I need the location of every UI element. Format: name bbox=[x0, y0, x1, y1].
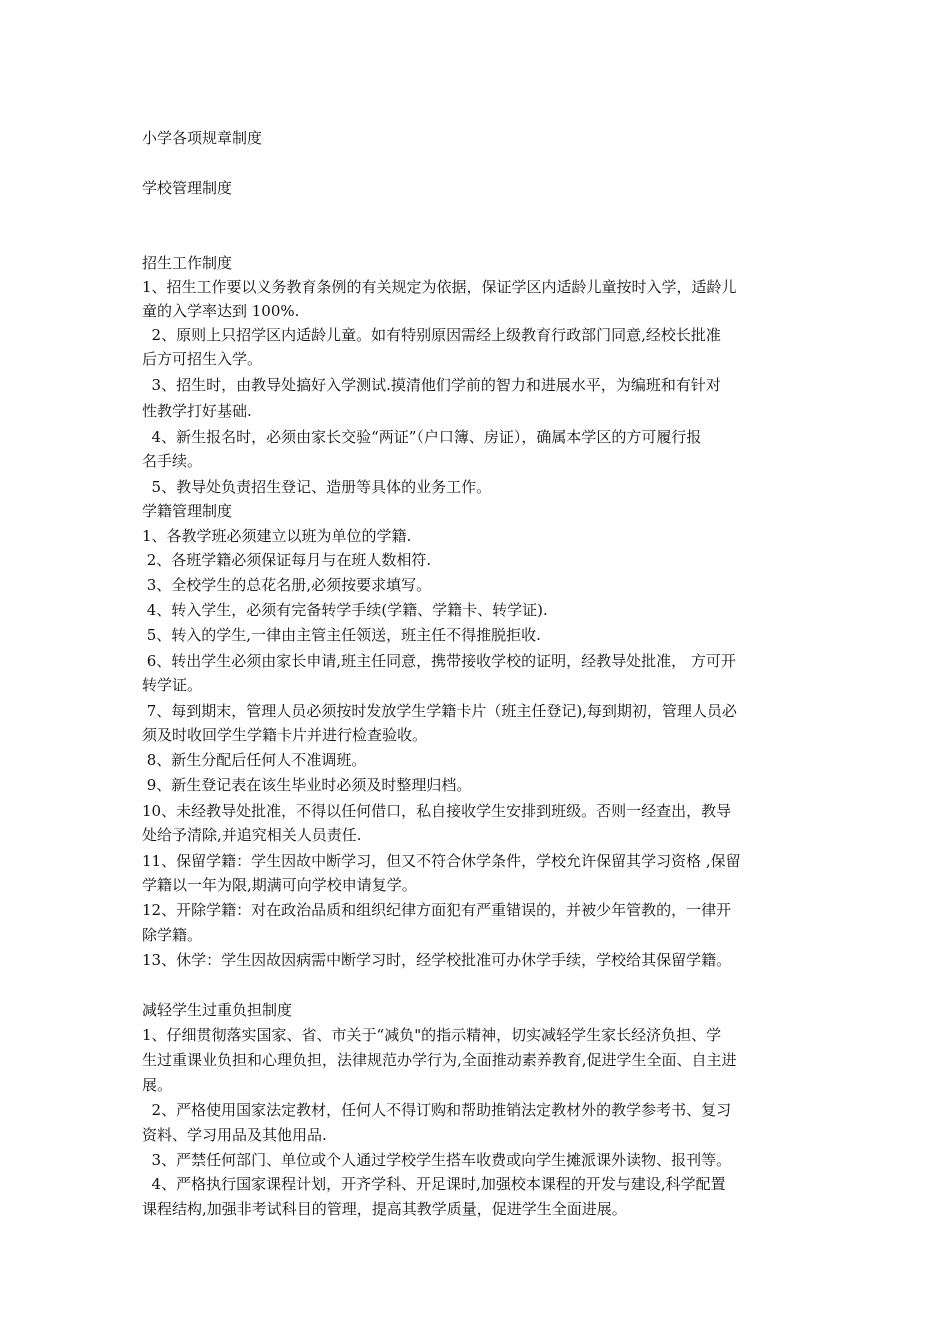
paragraph-line: 处给予清除,并追究相关人员责任. bbox=[142, 826, 362, 844]
paragraph-line: 12、开除学籍：对在政治品质和组织纪律方面犯有严重错误的，并被少年管教的，一律开 bbox=[142, 901, 732, 919]
paragraph-line: 资料、学习用品及其他用品. bbox=[142, 1126, 327, 1144]
paragraph-line: 后方可招生入学。 bbox=[142, 350, 263, 368]
paragraph-line: 11、保留学籍：学生因故中断学习，但又不符合休学条件，学校允许保留其学习资格 ,保留 bbox=[142, 852, 741, 870]
paragraph-line: 3、招生时，由教导处搞好入学测试.摸清他们学前的智力和进展水平，为编班和有针对 bbox=[142, 376, 721, 394]
paragraph-line: 1、各教学班必须建立以班为单位的学籍. bbox=[142, 527, 412, 545]
paragraph-line: 学籍以一年为限,期满可向学校申请复学。 bbox=[142, 876, 417, 894]
paragraph-line: 9、新生登记表在该生毕业时必须及时整理归档。 bbox=[142, 776, 472, 794]
paragraph-line: 3、严禁任何部门、单位或个人通过学校学生搭车收费或向学生摊派课外读物、报刊等。 bbox=[142, 1151, 732, 1169]
paragraph-line: 13、休学：学生因故因病需中断学习时，经学校批准可办休学手续，学校给其保留学籍。 bbox=[142, 951, 732, 969]
paragraph-line: 名手续。 bbox=[142, 452, 203, 470]
paragraph-line: 童的入学率达到 100%. bbox=[142, 302, 300, 320]
paragraph-line: 须及时收回学生学籍卡片并进行检查验收。 bbox=[142, 726, 428, 744]
paragraph-line: 2、原则上只招学区内适龄儿童。如有特别原因需经上级教育行政部门同意,经校长批准 bbox=[142, 326, 721, 344]
paragraph-line: 7、每到期末，管理人员必须按时发放学生学籍卡片（班主任登记),每到期初，管理人员必 bbox=[142, 702, 737, 720]
paragraph-line: 展。 bbox=[142, 1076, 173, 1094]
paragraph-line: 性教学打好基础. bbox=[142, 402, 252, 420]
paragraph-line: 4、新生报名时，必须由家长交验“两证”（户口簿、房证），确属本学区的方可履行报 bbox=[142, 428, 702, 446]
paragraph-line: 3、全校学生的总花名册,必须按要求填写。 bbox=[142, 576, 432, 594]
paragraph-line: 5、转入的学生,一律由主管主任领送，班主任不得推脱拒收. bbox=[142, 626, 541, 644]
paragraph-line: 除学籍。 bbox=[142, 926, 203, 944]
paragraph-line: 6、转出学生必须由家长申请,班主任同意，携带接收学校的证明，经教导处批准， 方可开 bbox=[142, 652, 736, 670]
paragraph-line: 4、转入学生，必须有完备转学手续(学籍、学籍卡、转学证). bbox=[142, 601, 548, 619]
paragraph-line: 5、教导处负责招生登记、造册等具体的业务工作。 bbox=[142, 478, 492, 496]
section-heading: 招生工作制度 bbox=[142, 254, 233, 272]
paragraph-line: 生过重课业负担和心理负担，法律规范办学行为,全面推动素养教育,促进学生全面、自主进 bbox=[142, 1051, 737, 1069]
paragraph-line: 8、新生分配后任何人不准调班。 bbox=[142, 751, 367, 769]
section-heading: 减轻学生过重负担制度 bbox=[142, 1001, 293, 1019]
document-title: 小学各项规章制度 bbox=[142, 129, 263, 147]
paragraph-line: 10、未经教导处批准，不得以任何借口，私自接收学生安排到班级。否则一经查出，教导 bbox=[142, 802, 732, 820]
paragraph-line: 4、严格执行国家课程计划，开齐学科、开足课时,加强校本课程的开发与建设,科学配置 bbox=[142, 1175, 726, 1193]
section-heading: 学籍管理制度 bbox=[142, 502, 233, 520]
paragraph-line: 2、各班学籍必须保证每月与在班人数相符. bbox=[142, 551, 432, 569]
document-subtitle: 学校管理制度 bbox=[142, 179, 233, 197]
paragraph-line: 2、严格使用国家法定教材，任何人不得订购和帮助推销法定教材外的教学参考书、复习 bbox=[142, 1101, 732, 1119]
paragraph-line: 1、招生工作要以义务教育条例的有关规定为依据，保证学区内适龄儿童按时入学，适龄儿 bbox=[142, 278, 737, 296]
paragraph-line: 1、仔细贯彻落实国家、省、市关于“减负"的指示精神，切实减轻学生家长经济负担、学 bbox=[142, 1026, 722, 1044]
paragraph-line: 课程结构,加强非考试科目的管理，提高其教学质量，促进学生全面进展。 bbox=[142, 1200, 627, 1218]
paragraph-line: 转学证。 bbox=[142, 676, 203, 694]
